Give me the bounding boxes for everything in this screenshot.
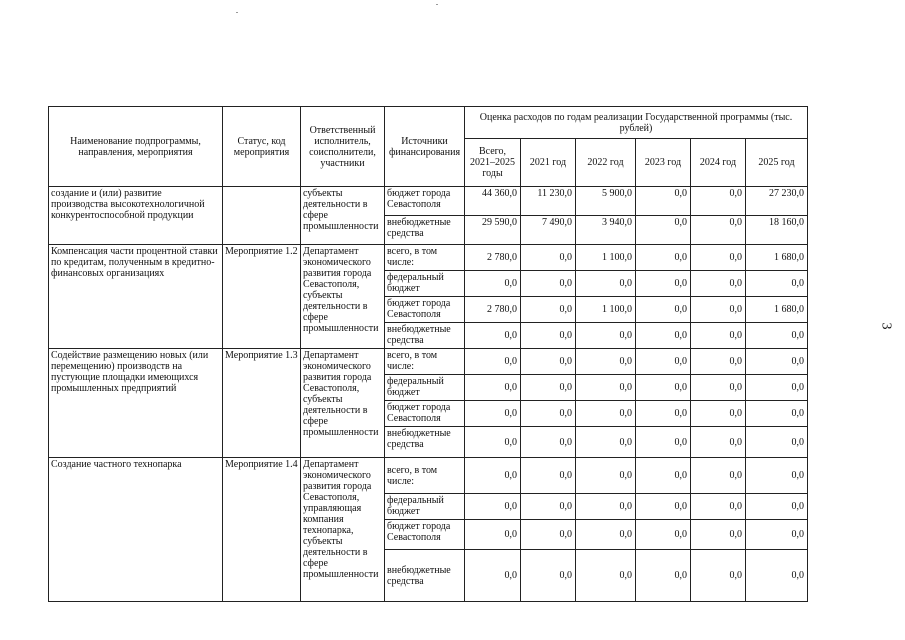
item-name: создание и (или) развитие производства высокотехнологичной конкурентоспособной продукции [49,187,223,245]
funding-source: федеральный бюджет [385,271,465,297]
value-2025: 1 680,0 [746,297,808,323]
item-responsible: Департамент экономического развития города Севастополя, субъекты деятельности в сфере промышленности [301,349,385,458]
budget-table [48,106,808,602]
funding-source: бюджет города Севастополя [385,187,465,216]
value-2022: 0,0 [576,494,636,520]
value-2024: 0,0 [691,550,746,602]
value-2023: 0,0 [636,323,691,349]
value-2025: 0,0 [746,375,808,401]
value-2021: 0,0 [521,271,576,297]
scan-speck [236,12,238,13]
scan-speck [436,4,438,5]
value-total: 2 780,0 [465,297,521,323]
value-2023: 0,0 [636,187,691,216]
funding-source: внебюджетные средства [385,550,465,602]
value-2024: 0,0 [691,520,746,550]
value-2021: 0,0 [521,297,576,323]
value-2023: 0,0 [636,427,691,458]
funding-source: федеральный бюджет [385,494,465,520]
value-2024: 0,0 [691,494,746,520]
header-year-2025: 2025 год [746,139,808,187]
value-2024: 0,0 [691,375,746,401]
value-2022: 1 100,0 [576,245,636,271]
value-2025: 0,0 [746,401,808,427]
value-total: 0,0 [465,520,521,550]
value-2024: 0,0 [691,323,746,349]
value-2021: 0,0 [521,323,576,349]
value-2025: 0,0 [746,550,808,602]
value-2022: 3 940,0 [576,216,636,245]
value-2025: 1 680,0 [746,245,808,271]
value-2022: 0,0 [576,401,636,427]
item-name: Содействие размещению новых (или перемещению) производств на пустующие площадки имеющихся промышленных предприятий [49,349,223,458]
value-2025: 18 160,0 [746,216,808,245]
value-2024: 0,0 [691,401,746,427]
value-2022: 0,0 [576,520,636,550]
value-2025: 0,0 [746,458,808,494]
value-2025: 0,0 [746,271,808,297]
value-2021: 0,0 [521,427,576,458]
header-sources: Источники финансирования [385,107,465,187]
value-2022: 0,0 [576,458,636,494]
value-total: 0,0 [465,427,521,458]
value-2024: 0,0 [691,297,746,323]
value-2023: 0,0 [636,375,691,401]
value-total: 0,0 [465,323,521,349]
value-total: 0,0 [465,458,521,494]
funding-source: бюджет города Севастополя [385,401,465,427]
value-2021: 11 230,0 [521,187,576,216]
value-2022: 0,0 [576,271,636,297]
value-2021: 0,0 [521,458,576,494]
value-2024: 0,0 [691,458,746,494]
value-total: 0,0 [465,349,521,375]
item-name: Компенсация части процентной ставки по кредитам, полученным в кредитно-финансовых организациях [49,245,223,349]
header-year-2023: 2023 год [636,139,691,187]
value-2022: 5 900,0 [576,187,636,216]
value-2025: 0,0 [746,520,808,550]
item-status: Мероприятие 1.4 [223,458,301,602]
item-name: Создание частного технопарка [49,458,223,602]
header-name: Наименование подпрограммы, направления, мероприятия [49,107,223,187]
value-2024: 0,0 [691,271,746,297]
funding-source: бюджет города Севастополя [385,520,465,550]
item-responsible: Департамент экономического развития города Севастополя, субъекты деятельности в сфере промышленности [301,245,385,349]
item-status [223,187,301,245]
header-status: Статус, код мероприятия [223,107,301,187]
value-2023: 0,0 [636,297,691,323]
value-2023: 0,0 [636,245,691,271]
value-2023: 0,0 [636,216,691,245]
value-2024: 0,0 [691,245,746,271]
funding-source: всего, в том числе: [385,458,465,494]
value-2025: 0,0 [746,323,808,349]
header-year-2022: 2022 год [576,139,636,187]
value-2021: 0,0 [521,520,576,550]
funding-source: внебюджетные средства [385,427,465,458]
value-2022: 0,0 [576,550,636,602]
value-2023: 0,0 [636,520,691,550]
value-2024: 0,0 [691,349,746,375]
value-total: 29 590,0 [465,216,521,245]
funding-source: бюджет города Севастополя [385,297,465,323]
value-total: 0,0 [465,401,521,427]
value-total: 0,0 [465,375,521,401]
page-number: 3 [878,322,894,330]
item-responsible: Департамент экономического развития города Севастополя, управляющая компания технопарка, субъекты деятельности в сфере промышленности [301,458,385,602]
header-total: Всего, 2021–2025 годы [465,139,521,187]
value-2023: 0,0 [636,550,691,602]
value-2022: 0,0 [576,323,636,349]
value-total: 44 360,0 [465,187,521,216]
value-2021: 0,0 [521,550,576,602]
item-responsible: субъекты деятельности в сфере промышленности [301,187,385,245]
value-2023: 0,0 [636,271,691,297]
value-2021: 0,0 [521,245,576,271]
value-2024: 0,0 [691,187,746,216]
value-total: 2 780,0 [465,245,521,271]
funding-source: федеральный бюджет [385,375,465,401]
value-2021: 7 490,0 [521,216,576,245]
value-2021: 0,0 [521,494,576,520]
value-2021: 0,0 [521,375,576,401]
item-status: Мероприятие 1.3 [223,349,301,458]
value-2023: 0,0 [636,401,691,427]
funding-source: внебюджетные средства [385,323,465,349]
value-2025: 27 230,0 [746,187,808,216]
funding-source: внебюджетные средства [385,216,465,245]
header-responsible: Ответственный исполнитель, соисполнители, участники [301,107,385,187]
header-year-2024: 2024 год [691,139,746,187]
value-2024: 0,0 [691,216,746,245]
header-estimate: Оценка расходов по годам реализации Государственной программы (тыс. рублей) [465,107,808,139]
funding-source: всего, в том числе: [385,245,465,271]
value-total: 0,0 [465,271,521,297]
value-2023: 0,0 [636,349,691,375]
value-2021: 0,0 [521,401,576,427]
item-status: Мероприятие 1.2 [223,245,301,349]
header-year-2021: 2021 год [521,139,576,187]
value-2025: 0,0 [746,427,808,458]
value-2021: 0,0 [521,349,576,375]
value-2024: 0,0 [691,427,746,458]
value-2023: 0,0 [636,458,691,494]
value-2025: 0,0 [746,494,808,520]
funding-source: всего, в том числе: [385,349,465,375]
value-2022: 1 100,0 [576,297,636,323]
value-2022: 0,0 [576,349,636,375]
value-2025: 0,0 [746,349,808,375]
value-total: 0,0 [465,494,521,520]
value-total: 0,0 [465,550,521,602]
value-2022: 0,0 [576,375,636,401]
value-2022: 0,0 [576,427,636,458]
value-2023: 0,0 [636,494,691,520]
